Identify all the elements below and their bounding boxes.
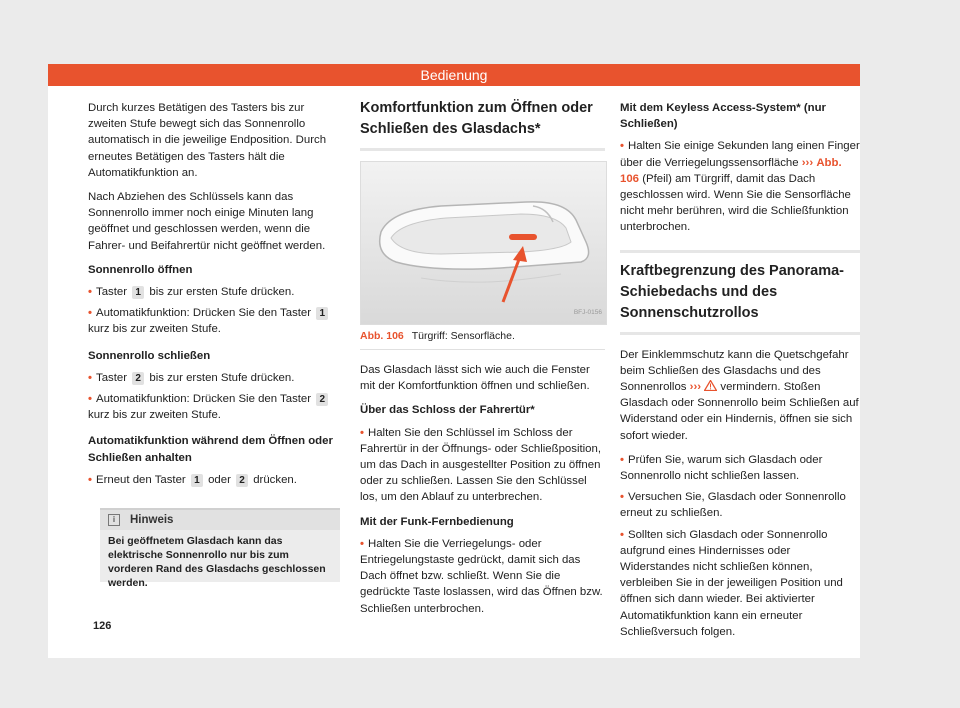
section-heading: Kraftbegrenzung des Panorama-Schiebedachs und des Sonnenschutzrollos bbox=[620, 262, 844, 321]
list-item: • Automatikfunktion: Drücken Sie den Taster 2 kurz bis zur zweiten Stufe. bbox=[88, 391, 343, 423]
button-key-2: 2 bbox=[316, 393, 328, 406]
subheading-keyless: Mit dem Keyless Access-System* (nur Schließen) bbox=[620, 102, 826, 131]
page-header: Bedienung bbox=[48, 64, 860, 86]
list-item: • Prüfen Sie, warum sich Glasdach oder Sonnenrollo nicht schließen lassen. bbox=[620, 453, 823, 483]
column-3 bbox=[620, 100, 860, 645]
button-key-2: 2 bbox=[132, 372, 144, 385]
hint-box bbox=[100, 508, 340, 589]
section-heading-box bbox=[620, 250, 860, 335]
paragraph: Durch kurzes Betätigen des Tasters bis zur zweiten Stufe bewegt sich das Sonnenrollo automatisch in die jeweilige Endposition. Durch erneutes Betätigen des Tasters hält die Automatikfunktion an. bbox=[88, 102, 327, 179]
subheading-lock: Über das Schloss der Fahrertür* bbox=[360, 404, 535, 417]
button-key-1: 1 bbox=[191, 474, 203, 487]
list-item: • Taster 2 bis zur ersten Stufe drücken. bbox=[88, 371, 295, 384]
hint-header: i Hinweis bbox=[100, 510, 340, 530]
warning-icon[interactable] bbox=[704, 380, 717, 391]
figure-code: BFJ-0156 bbox=[573, 308, 602, 316]
paragraph: Das Glasdach lässt sich wie auch die Fenster mit der Komfortfunktion öffnen und schließen. bbox=[360, 364, 590, 393]
figure-caption: Abb. 106 Türgriff: Sensorfläche. bbox=[360, 329, 605, 350]
list-item: • Taster 1 bis zur ersten Stufe drücken. bbox=[88, 286, 295, 299]
list-item: • Erneut den Taster 1 oder 2 drücken. bbox=[88, 473, 297, 486]
button-key-1: 1 bbox=[132, 286, 144, 299]
info-icon: i bbox=[108, 514, 120, 526]
section-heading-box bbox=[360, 98, 605, 151]
paragraph: Nach Abziehen des Schlüssels kann das Sonnenrollo immer noch einige Minuten lang geöffnet und geschlossen werden, wenn die Fahrer- und Beifahrertür nicht geöffnet werden. bbox=[88, 191, 326, 252]
hint-text: Bei geöffnetem Glasdach kann das elektrische Sonnenrollo nur bis zum vorderen Rand des Glasdachs geschlossen werden. bbox=[108, 535, 326, 589]
column-1 bbox=[88, 100, 343, 493]
list-item: • Halten Sie den Schlüssel im Schloss der Fahrertür in der Öffnungs- oder Schließposition, um das Dach in ausgestellter Position zu öffnen oder zu schließen. Lassen Sie den Schlüssel los, um den Ablauf zu unterbrechen. bbox=[360, 426, 602, 504]
figure-link[interactable]: Abb. 106 bbox=[620, 156, 842, 185]
subheading-open: Sonnenrollo öffnen bbox=[88, 263, 193, 276]
subheading-stop: Automatikfunktion während dem Öffnen oder Schließen anhalten bbox=[88, 435, 333, 464]
figure-door-handle bbox=[360, 161, 607, 325]
section-heading: Komfortfunktion zum Öffnen oder Schließen des Glasdachs* bbox=[360, 100, 593, 137]
button-key-2: 2 bbox=[236, 474, 248, 487]
list-item: • Versuchen Sie, Glasdach oder Sonnenrollo erneut zu schließen. bbox=[620, 491, 846, 520]
cross-ref-arrow: ››› bbox=[801, 156, 814, 169]
subheading-close: Sonnenrollo schließen bbox=[88, 349, 211, 362]
list-item: • Automatikfunktion: Drücken Sie den Taster 1 kurz bis zur zweiten Stufe. bbox=[88, 305, 343, 337]
list-item: • Halten Sie die Verriegelungs- oder Entriegelungstaste gedrückt, damit sich das Dach öffnet bzw. schließt. Wenn Sie die gedrückte Taste loslassen, wird das Öffnen bzw. Schließen unterbrochen. bbox=[360, 537, 603, 615]
list-item: • Sollten sich Glasdach oder Sonnenrollo aufgrund eines Hindernisses oder Widerstandes nicht schließen können, verbleiben Sie in der jeweiligen Position und öffnen sich dann wieder. Bei aktivierter Automatikfunktion kann ein erneuter Schließversuch folgen. bbox=[620, 528, 843, 638]
list-item: • Halten Sie einige Sekunden lang einen Finger über die Verriegelungssensorfläche ››› Abb. 106 (Pfeil) am Türgriff, damit das Dach geschlossen wird. Wenn Sie die Sensorfläche nicht mehr berühren, wird die Schließfunktion unterbrochen. bbox=[620, 140, 860, 234]
button-key-1: 1 bbox=[316, 307, 328, 320]
column-2 bbox=[360, 98, 605, 622]
sensor-area-highlight bbox=[509, 234, 537, 240]
cross-ref-arrow: ››› bbox=[689, 381, 702, 394]
door-handle-illustration bbox=[361, 162, 606, 324]
paragraph: Der Einklemmschutz kann die Quetschgefahr beim Schließen des Glasdachs und des Sonnenrollos ››› vermindern. Stoßen Glasdach oder Sonnenrollo beim Schließen auf Widerstand oder ein Hindernis, öffnen sie sich sofort wieder. bbox=[620, 348, 859, 442]
subheading-remote: Mit der Funk-Fernbedienung bbox=[360, 515, 514, 528]
page-number: 126 bbox=[93, 620, 112, 632]
